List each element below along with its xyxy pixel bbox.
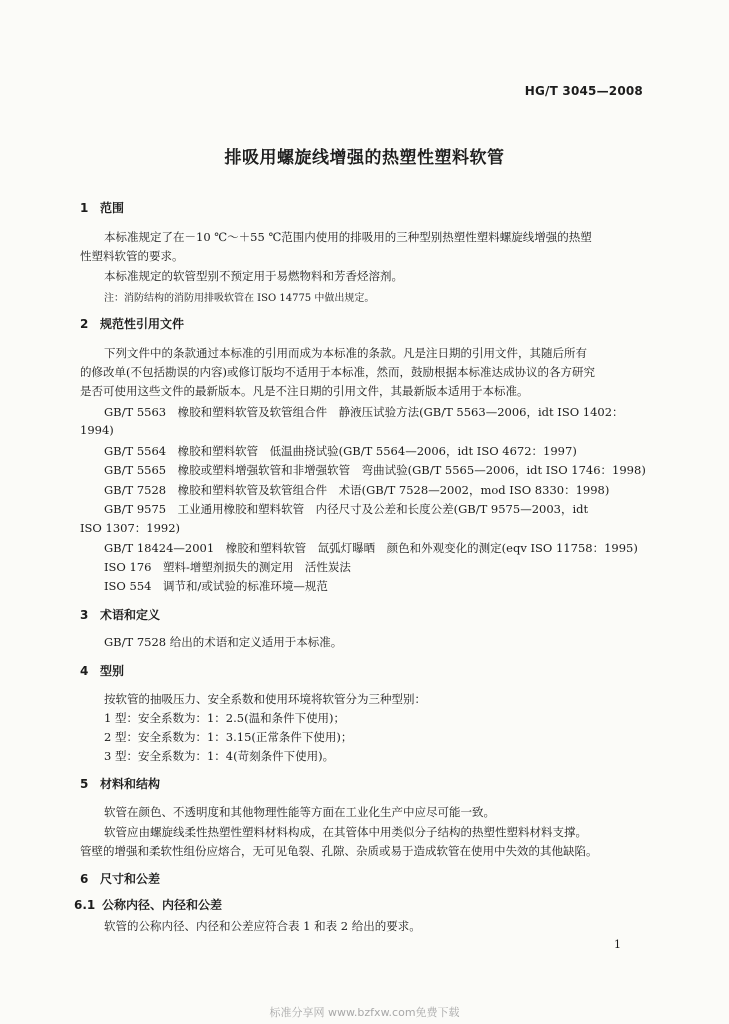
paragraph-line: 下列文件中的条款通过本标准的引用而成为本标准的条款。凡是注日期的引用文件，其随后所有 [104,346,587,360]
section-heading: 1 范围 [80,201,125,215]
paragraph-line: 的修改单(不包括勘误的内容)或修订版均不适用于本标准，然而，鼓励根据本标准达成协议的各方研究 [80,365,595,379]
reference-line: GB/T 9575 工业通用橡胶和塑料软管 内径尺寸及公差和长度公差(GB/T 9575—2003，idt [104,502,589,516]
reference-line: GB/T 7528 橡胶和塑料软管及软管组合件 术语(GB/T 7528—2002，mod ISO 8330：1998) [104,483,610,497]
reference-line: GB/T 18424—2001 橡胶和塑料软管 氙弧灯曝晒 颜色和外观变化的测定(eqv ISO 11758：1995) [104,541,638,555]
paragraph-line: 管壁的增强和柔软性组份应熔合，无可见龟裂、孔隙、杂质或易于造成软管在使用中失效的其他缺陷。 [80,844,598,858]
subsection-heading: 6.1 公称内径、内径和公差 [74,898,223,912]
reference-line: GB/T 5563 橡胶和塑料软管及软管组合件 静液压试验方法(GB/T 5563—2006，idt ISO 1402： [104,405,624,419]
section-heading: 6 尺寸和公差 [80,872,161,886]
paragraph-line: 软管的公称内径、内径和公差应符合表 1 和表 2 给出的要求。 [104,919,421,933]
page-number: 1 [614,938,621,951]
document-title: 排吸用螺旋线增强的热塑性塑料软管 [224,148,505,168]
reference-line: GB/T 5565 橡胶或塑料增强软管和非增强软管 弯曲试验(GB/T 5565—2006，idt ISO 1746：1998) [104,463,646,477]
paragraph-line: 本标准规定了在－10 ℃～＋55 ℃范围内使用的排吸用的三种型别热塑性塑料螺旋线增强的热塑 [104,230,592,244]
section-heading: 2 规范性引用文件 [80,317,185,331]
section-heading: 5 材料和结构 [80,777,161,791]
list-item: 3 型：安全系数为：1：4(苛刻条件下使用)。 [104,749,335,763]
list-item: 2 型：安全系数为：1：3.15(正常条件下使用)； [104,730,353,744]
list-item: 1 型：安全系数为：1：2.5(温和条件下使用)； [104,711,346,725]
paragraph-line: 软管应由螺旋线柔性热塑性塑料材料构成，在其管体中用类似分子结构的热塑性塑料材料支撑。 [104,825,587,839]
reference-line: 1994) [80,423,114,437]
reference-line: GB/T 5564 橡胶和塑料软管 低温曲挠试验(GB/T 5564—2006，idt ISO 4672：1997) [104,444,577,458]
standard-code: HG/T 3045—2008 [524,84,643,98]
section-heading: 3 术语和定义 [80,608,161,622]
paragraph-line: 本标准规定的软管型别不预定用于易燃物料和芳香烃溶剂。 [104,269,403,283]
reference-line: ISO 1307：1992) [80,521,181,535]
reference-line: ISO 554 调节和/或试验的标准环境—规范 [104,579,328,593]
section-heading: 4 型别 [80,664,125,678]
note-line: 注：消防结构的消防用排吸软管在 ISO 14775 中做出规定。 [104,293,375,304]
paragraph-line: 软管在颜色、不透明度和其他物理性能等方面在工业化生产中应尽可能一致。 [104,805,495,819]
paragraph-line: 性塑料软管的要求。 [80,249,184,263]
watermark-footer: 标准分享网 www.bzfxw.com免费下载 [269,1006,460,1019]
reference-line: ISO 176 塑料-增塑剂损失的测定用 活性炭法 [104,560,351,574]
paragraph-line: 是否可使用这些文件的最新版本。凡是不注日期的引用文件，其最新版本适用于本标准。 [80,384,529,398]
paragraph-line: 按软管的抽吸压力、安全系数和使用环境将软管分为三种型别： [104,692,426,706]
paragraph-line: GB/T 7528 给出的术语和定义适用于本标准。 [104,635,343,649]
